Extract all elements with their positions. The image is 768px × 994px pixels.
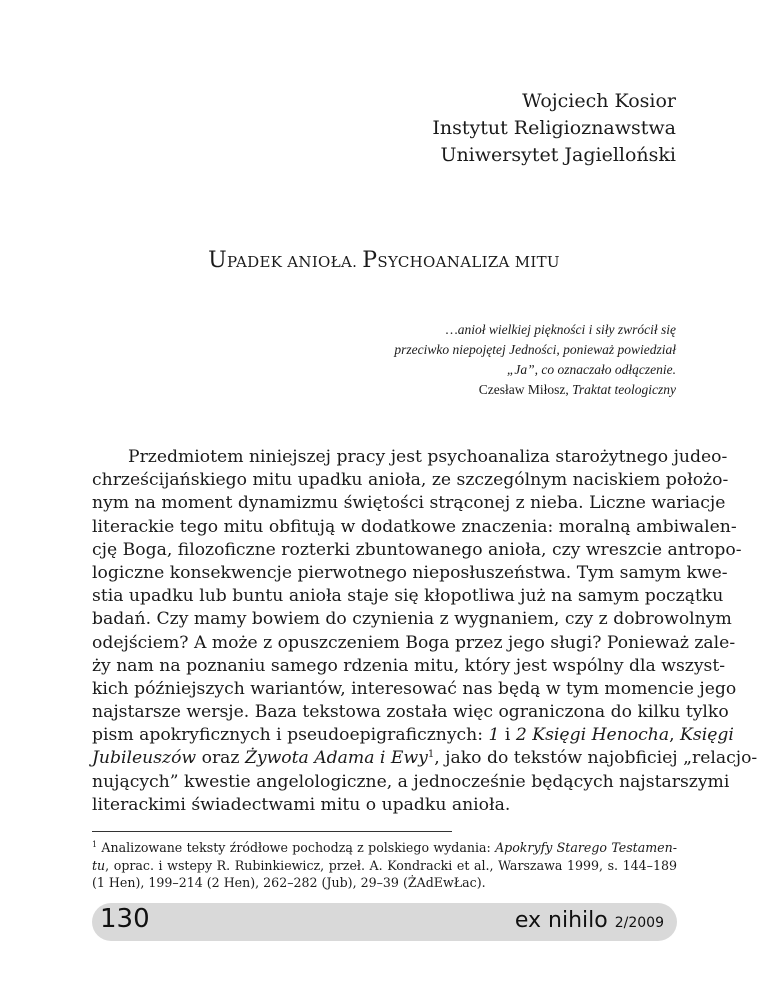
paragraph-line: literackimi świadectwami mitu o upadku anioła. [92,794,511,815]
title-cap-2: P [362,248,378,273]
epigraph [394,320,676,400]
paragraph-line: ży nam na poznaniu samego rdzenia mitu, który jest wspólny dla wszyst- [92,655,726,676]
title-part-2: SYCHOANALIZA MITU [377,253,560,271]
university-name: Uniwersytet Jagielloński [440,144,676,166]
epigraph-work: Traktat teologiczny [572,382,676,397]
journal-name: ex nihilo 2/2009 [514,908,664,933]
paragraph-line: odejściem? A może z opuszczeniem Boga przez jego sługi? Ponieważ zale- [92,632,736,653]
paragraph-line: logiczne konsekwencje pierwotnego nieposłuszeństwa. Tym samym kwe- [92,562,728,583]
paragraph-line: Jubileuszów oraz Żywota Adama i Ewy$^1$, jako do tekstów najobficiej „relacjo- [92,748,758,769]
paragraph-line: pism apokryficznych i pseudoepigraficznych: 1 i 2 Księgi Henocha, Księgi [92,725,734,746]
title-cap-1: U [208,248,227,273]
epigraph-line: …anioł wielkiej piękności i siły zwrócił się [445,322,676,337]
paragraph-line: badań. Czy mamy bowiem do czynienia z wygnaniem, czy z dobrowolnym [92,609,732,630]
footnote-ref[interactable]: 1 [427,749,435,761]
title-part-1: PADEK ANIOŁA. [226,253,363,271]
paragraph-line: kich późniejszych wariantów, interesować nas będą w tym momencie jego [92,678,737,699]
paragraph-line: chrześcijańskiego mitu upadku anioła, ze szczególnym naciskiem położo- [92,470,729,491]
footnote-line: (1 Hen), 199–214 (2 Hen), 262–282 (Jub), 29–39 (ŻAdEwŁac). [92,875,486,890]
paragraph-line: stia upadku lub buntu anioła staje się kłopotliwa już na samym początku [92,586,724,607]
article-title [0,248,768,273]
footnote-line: $^1$ Analizowane teksty źródłowe pochodzą z polskiego wydania: Apokryfy Starego Testamen- [92,840,677,855]
paragraph-line: cję Boga, filozoficzne rozterki zbuntowanego anioła, czy wreszcie antropo- [92,539,742,560]
page-number: 130 [100,904,150,934]
institute-name: Instytut Religioznawstwa [432,117,676,139]
paragraph-line: literackie tego mitu obfitują w dodatkowe znaczenia: moralną ambiwalen- [92,516,737,537]
main-paragraph [92,446,758,817]
author-name: Wojciech Kosior [522,90,676,112]
epigraph-attribution [394,380,676,400]
paragraph-line: nym na moment dynamizmu świętości strąconej z nieba. Liczne wariacje [92,493,726,514]
epigraph-author: Czesław Miłosz, [478,382,573,397]
paragraph-line: najstarsze wersje. Baza tekstowa została więc ograniczona do kilku tylko [92,702,729,723]
footnote [92,839,677,892]
epigraph-line: przeciwko niepojętej Jedności, ponieważ powiedział [394,342,676,357]
footnote-number: 1 [92,840,98,849]
epigraph-line: „Ja”, co oznaczało odłączenie. [506,362,676,377]
footnote-line: tu, oprac. i wstepy R. Rubinkiewicz, przeł. A. Kondracki et al., Warszawa 1999, s. 144–189 [92,857,677,873]
footnote-divider [92,831,452,832]
journal-issue: 2/2009 [614,915,664,931]
paragraph-line: nujących” kwestie angelologiczne, a jednocześnie będących najstarszymi [92,771,730,792]
paragraph-line: Przedmiotem niniejszej pracy jest psychoanaliza starożytnego judeo- [128,447,728,467]
author-block [432,88,676,169]
